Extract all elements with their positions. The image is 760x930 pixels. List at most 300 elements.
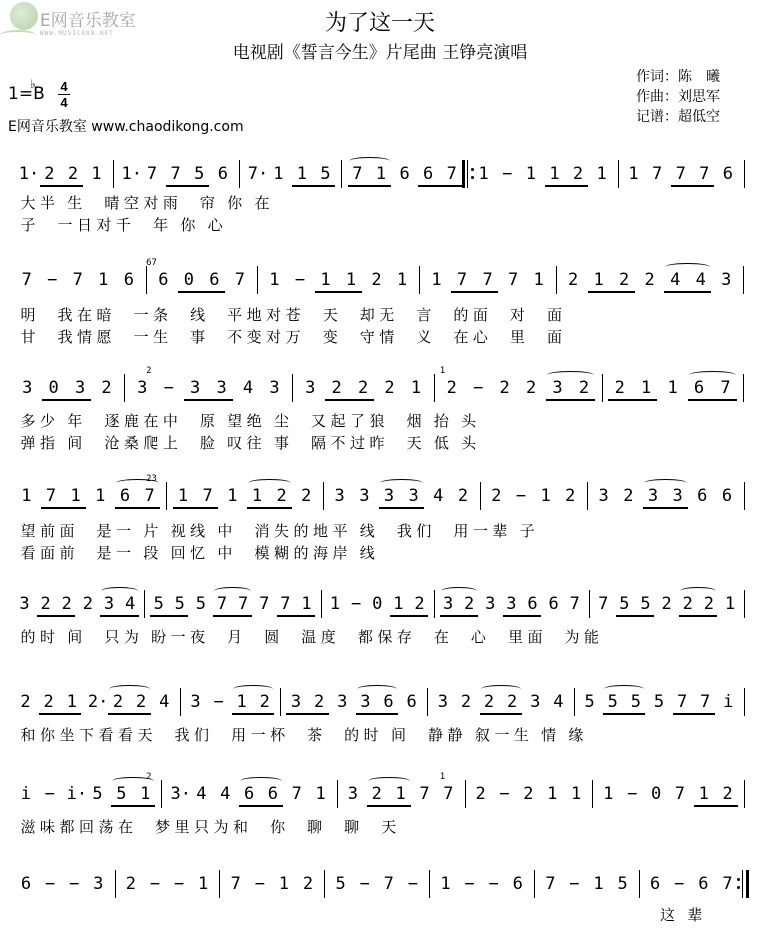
note: 4 — [242, 378, 254, 398]
note: 3 — [506, 594, 517, 614]
note: 1 — [393, 594, 404, 614]
lyric-syllable: 用 — [453, 522, 469, 540]
note: 7 — [675, 164, 686, 184]
lyric-syllable: 岸 — [332, 544, 348, 562]
note: 5 — [153, 594, 164, 614]
lyric-syllable: 线 — [190, 522, 206, 540]
note: − — [213, 692, 224, 712]
barline — [744, 688, 745, 716]
note: 3 — [721, 270, 732, 290]
lyric-syllable: 线 — [359, 522, 375, 540]
lyric-syllable: 帘 — [199, 194, 215, 212]
lyric-syllable: 情 — [379, 328, 395, 346]
repeat-thick-bar — [462, 160, 465, 188]
barline — [429, 870, 430, 898]
barline — [743, 374, 744, 402]
note: 2 — [446, 378, 457, 398]
note: 1 — [251, 486, 263, 506]
lyric-syllable: 我 — [174, 726, 190, 744]
note: 6 — [20, 874, 32, 894]
beam-underline — [42, 399, 91, 401]
note: 7 — [146, 164, 158, 184]
lyric-syllable: 鹿 — [123, 412, 139, 430]
grace-note: 67 — [146, 258, 157, 268]
note: 7 — [674, 784, 686, 804]
note: 2 — [475, 784, 486, 804]
note: 2 — [40, 594, 51, 614]
note: 3 — [93, 874, 104, 894]
beam-underline — [545, 185, 588, 187]
note: 2 — [572, 164, 584, 184]
lyric-syllable: 在 — [143, 412, 159, 430]
slur — [441, 587, 477, 595]
note: 1 — [140, 784, 151, 804]
lyric-syllable: 对 — [96, 216, 112, 234]
lyric-syllable: 在 — [117, 818, 133, 836]
lyric-syllable: 不 — [330, 434, 346, 452]
beam-underline — [41, 507, 86, 509]
note: 6 — [512, 874, 523, 894]
grace-note: 1 — [439, 772, 446, 782]
note: − — [173, 874, 185, 894]
note: 2 — [623, 486, 634, 506]
barline — [323, 482, 324, 510]
lyric-syllable: 望 — [227, 412, 243, 430]
note: 1 — [95, 486, 106, 506]
time-signature-denominator: 4 — [60, 95, 68, 110]
note: 5 — [195, 594, 207, 614]
grace-note: 1 — [439, 366, 446, 376]
note: 2 — [525, 378, 537, 398]
barline — [113, 160, 114, 188]
lyric-syllable: 中 — [217, 544, 233, 562]
beam-underline — [673, 713, 715, 715]
lyric-syllable: 你 — [227, 194, 243, 212]
note: 6 — [527, 594, 538, 614]
lyric-syllable: 在 — [453, 328, 469, 346]
barline — [592, 780, 593, 808]
note: 3 — [647, 486, 659, 506]
lyric-syllable: 地 — [312, 522, 328, 540]
note: 0 — [372, 594, 383, 614]
note: 6 — [722, 164, 733, 184]
lyric-line — [0, 520, 760, 540]
lyric-syllable: 了 — [350, 412, 366, 430]
barline — [419, 266, 420, 294]
lyric-syllable: 晴 — [104, 194, 120, 212]
barline — [434, 374, 435, 402]
slur — [214, 587, 250, 595]
note: 1 — [269, 270, 280, 290]
lyric-syllable: 生 — [67, 194, 83, 212]
note: 2 — [507, 692, 518, 712]
note: 7 — [216, 594, 228, 614]
note: 3 — [360, 692, 371, 712]
beam-underline — [111, 805, 155, 807]
slur — [233, 685, 273, 693]
note: − — [515, 486, 527, 506]
lyric-syllable: 空 — [123, 194, 139, 212]
note: 6 — [548, 594, 559, 614]
lyric-syllable: 荡 — [98, 818, 114, 836]
note: 5 — [653, 692, 665, 712]
note: 1 — [698, 784, 709, 804]
note: 1 — [315, 784, 326, 804]
lyric-syllable: 少 — [39, 412, 55, 430]
lyric-syllable: 我 — [396, 522, 412, 540]
note: − — [254, 874, 265, 894]
note: 5 — [619, 594, 630, 614]
lyric-syllable: 头 — [461, 412, 477, 430]
slur — [547, 371, 594, 379]
lyric-syllable: 一 — [494, 726, 510, 744]
lyric-syllable: 地 — [246, 306, 262, 324]
note: 2 — [568, 270, 579, 290]
note: − — [674, 874, 685, 894]
lyric-syllable: 你 — [39, 726, 55, 744]
note: 5 — [92, 784, 103, 804]
lyric-syllable: 都 — [357, 628, 373, 646]
lyric-syllable: 日 — [77, 216, 93, 234]
lyric-line — [0, 724, 760, 744]
note: − — [149, 874, 161, 894]
lyric-syllable: 海 — [312, 544, 328, 562]
beam-underline — [546, 399, 595, 401]
note: 2 — [499, 378, 510, 398]
lyric-syllable: 狼 — [369, 412, 385, 430]
note: 1 — [177, 486, 189, 506]
slur — [357, 685, 397, 693]
lyric-syllable: 在 — [254, 194, 270, 212]
song-subtitle: 电视剧《誓言今生》片尾曲 王铮亮演唱 — [232, 43, 528, 63]
note: 1 — [301, 594, 312, 614]
note: 1 — [320, 270, 331, 290]
lyric-syllable: 一 — [116, 522, 132, 540]
note: 2 — [661, 594, 672, 614]
lyric-syllable: 这 — [659, 906, 675, 924]
lyric-syllable: 对 — [509, 306, 525, 324]
barline — [744, 482, 745, 510]
beam-underline — [679, 615, 717, 617]
beam-underline — [184, 399, 233, 401]
note: 7 — [230, 874, 241, 894]
beam-underline — [37, 615, 75, 617]
lyric-syllable: 不 — [227, 328, 243, 346]
lyric-line — [0, 904, 760, 924]
note: 1 — [345, 270, 357, 290]
note: − — [47, 270, 58, 290]
note: 1 — [440, 874, 451, 894]
note: i· — [66, 784, 88, 804]
note: 7 — [45, 486, 57, 506]
lyric-syllable: 存 — [396, 628, 412, 646]
note: 2 — [565, 486, 576, 506]
lyric-syllable: 回 — [78, 818, 94, 836]
note: 7 — [259, 594, 270, 614]
lyric-syllable: 生 — [153, 328, 169, 346]
beam-underline — [440, 615, 478, 617]
note: − — [163, 378, 174, 398]
barline — [743, 266, 744, 294]
lyric-line — [0, 816, 760, 836]
note: 4 — [124, 594, 136, 614]
note: 4 — [220, 784, 231, 804]
lyric-line — [0, 410, 760, 430]
slur — [368, 777, 410, 785]
beam-underline — [178, 291, 225, 293]
lyric-syllable: 消 — [254, 522, 270, 540]
lyric-syllable: 线 — [359, 544, 375, 562]
note: 3· — [170, 784, 191, 804]
note: 6 — [650, 874, 661, 894]
note: 7 — [21, 270, 32, 290]
lyric-syllable: 一 — [133, 328, 149, 346]
slur — [380, 479, 423, 487]
note: 2 — [112, 692, 124, 712]
lyric-line — [0, 432, 760, 452]
barline — [639, 870, 640, 898]
note: 7 — [456, 270, 468, 290]
note: 6 — [721, 486, 733, 506]
note: 1 — [540, 486, 551, 506]
note: i — [20, 784, 32, 804]
note: 7 — [280, 594, 291, 614]
barline — [280, 688, 281, 716]
lyric-syllable: 月 — [227, 628, 243, 646]
lyric-syllable: 生 — [513, 726, 529, 744]
note: − — [502, 164, 513, 184]
lyric-syllable: 保 — [377, 628, 393, 646]
lyric-syllable: 温 — [301, 628, 317, 646]
note: 2 — [314, 692, 325, 712]
slur — [604, 685, 644, 693]
lyric-syllable: 静 — [447, 726, 463, 744]
note: 2 — [614, 378, 625, 398]
barline — [161, 780, 162, 808]
lyric-syllable: 天 — [137, 726, 153, 744]
credit-composer: 作曲：刘思军 — [636, 89, 720, 105]
note: − — [464, 874, 475, 894]
beam-underline — [40, 185, 83, 187]
beam-underline — [664, 291, 711, 293]
note: 3 — [359, 486, 370, 506]
note: 2 — [276, 486, 287, 506]
note: 7 — [651, 164, 663, 184]
lyric-syllable: 时 — [39, 628, 55, 646]
grace-note: 23 — [146, 474, 157, 484]
note: 2 — [302, 874, 314, 894]
note-line — [0, 870, 760, 902]
lyric-syllable: 一 — [250, 726, 266, 744]
lyric-syllable: 面 — [39, 544, 55, 562]
note: 1 — [278, 874, 290, 894]
flat-icon: ♭ — [30, 77, 36, 91]
barline — [587, 482, 588, 510]
beam-underline — [292, 185, 335, 187]
note-line — [0, 160, 760, 192]
lyric-syllable: 的 — [453, 306, 469, 324]
barline — [744, 780, 745, 808]
note: − — [45, 874, 56, 894]
lyric-syllable: 愿 — [96, 328, 112, 346]
lyric-syllable: 的 — [20, 628, 36, 646]
lyric-line — [0, 304, 760, 324]
note: 1· — [18, 164, 40, 184]
note: 2 — [61, 594, 72, 614]
barline — [144, 590, 145, 618]
beam-underline — [100, 615, 138, 617]
lyric-syllable: 平 — [332, 522, 348, 540]
beam-underline — [688, 399, 737, 401]
note: 3 — [347, 784, 359, 804]
lyric-syllable: 却 — [359, 306, 375, 324]
lyric-syllable: 看 — [20, 544, 36, 562]
lyric-syllable: 子 — [20, 216, 36, 234]
note: 4 — [159, 692, 170, 712]
barline — [124, 374, 125, 402]
beam-underline — [150, 615, 188, 617]
note: 2 — [125, 874, 137, 894]
barline — [292, 374, 293, 402]
lyric-syllable: 们 — [416, 522, 432, 540]
note: 1 — [375, 164, 387, 184]
beam-underline — [390, 615, 428, 617]
note: 3 — [190, 692, 201, 712]
lyric-syllable: 聊 — [344, 818, 360, 836]
note: 0 — [650, 784, 662, 804]
note: 1 — [236, 692, 247, 712]
note: 2 — [682, 594, 693, 614]
lyric-syllable: 守 — [359, 328, 375, 346]
barline — [257, 266, 258, 294]
note: 4 — [433, 486, 444, 506]
repeat-thick-bar — [746, 870, 749, 898]
lyric-syllable: 桑 — [123, 434, 139, 452]
note: 3 — [530, 692, 541, 712]
lyric-syllable: 千 — [116, 216, 132, 234]
lyric-syllable: 面 — [59, 522, 75, 540]
lyric-syllable: 聊 — [307, 818, 323, 836]
note: 3 — [383, 486, 395, 506]
lyric-syllable: 言 — [416, 306, 432, 324]
lyric-syllable: 又 — [311, 412, 327, 430]
note: 6 — [267, 784, 279, 804]
lyric-syllable: 杯 — [270, 726, 286, 744]
lyric-syllable: 中 — [217, 522, 233, 540]
beam-underline — [247, 507, 292, 509]
note-line — [0, 474, 760, 514]
note: 2 — [135, 692, 147, 712]
barline — [534, 870, 535, 898]
lyric-syllable: 雨 — [162, 194, 178, 212]
lyric-syllable: 模 — [254, 544, 270, 562]
lyric-syllable: 对 — [266, 306, 282, 324]
lyric-syllable: 一 — [57, 216, 73, 234]
note: 3 — [408, 486, 419, 506]
note: 7 — [507, 270, 519, 290]
song-title: 为了这一天 — [324, 11, 435, 36]
note: 3 — [74, 378, 86, 398]
note: − — [569, 874, 580, 894]
note: 6 — [693, 378, 705, 398]
lyric-syllable: 片 — [143, 522, 159, 540]
note: 3 — [137, 378, 148, 398]
note: 2 — [491, 486, 502, 506]
note: 3 — [190, 378, 201, 398]
slur — [240, 777, 282, 785]
note: 2 — [82, 594, 94, 614]
lyric-syllable: 脸 — [199, 434, 215, 452]
note: 6 — [158, 270, 169, 290]
key-signature — [8, 84, 45, 104]
lyric-syllable: 糊 — [273, 544, 289, 562]
note: 1 — [273, 164, 284, 184]
lyric-syllable: 间 — [67, 434, 83, 452]
lyric-syllable: 回 — [170, 544, 186, 562]
note: 3 — [334, 486, 345, 506]
note: 3 — [672, 486, 683, 506]
note: 2 — [703, 594, 714, 614]
note: 5 — [617, 874, 628, 894]
lyric-syllable: 万 — [285, 328, 301, 346]
lyric-syllable: 面 — [546, 306, 562, 324]
slur — [665, 263, 710, 271]
lyric-line — [0, 542, 760, 562]
lyric-syllable: 是 — [96, 522, 112, 540]
note: 6 — [119, 486, 131, 506]
note-line — [0, 258, 760, 298]
lyric-syllable: 心 — [207, 216, 223, 234]
lyric-syllable: 面 — [527, 628, 543, 646]
note: 1 — [547, 784, 558, 804]
lyric-syllable: 原 — [199, 412, 215, 430]
lyric-syllable: 为 — [213, 818, 229, 836]
note: 5 — [194, 164, 205, 184]
lyric-syllable: 多 — [20, 412, 36, 430]
note: 5 — [116, 784, 127, 804]
note: 1 — [596, 164, 607, 184]
note: 1 — [533, 270, 544, 290]
lyric-syllable: 沧 — [104, 434, 120, 452]
beam-underline — [166, 185, 209, 187]
lyric-syllable: 能 — [584, 628, 600, 646]
lyric-syllable: 间 — [390, 726, 406, 744]
lyric-syllable: 望 — [20, 522, 36, 540]
note: 6 — [698, 874, 709, 894]
note: 0 — [48, 378, 59, 398]
lyric-syllable: 面 — [546, 328, 562, 346]
lyric-syllable: 上 — [162, 434, 178, 452]
note: 2 — [384, 378, 395, 398]
note: 3 — [103, 594, 115, 614]
lyric-syllable: 的 — [293, 544, 309, 562]
slur — [248, 479, 291, 487]
beam-underline — [277, 615, 315, 617]
lyric-syllable: 变 — [246, 328, 262, 346]
lyric-syllable: 滋 — [20, 818, 36, 836]
lyric-syllable: 子 — [519, 522, 535, 540]
barline — [166, 482, 167, 510]
note: 7 — [700, 692, 711, 712]
lyric-syllable: 头 — [461, 434, 477, 452]
barline — [180, 688, 181, 716]
note: 7 — [676, 692, 688, 712]
lyric-syllable: 静 — [428, 726, 444, 744]
note: 4 — [553, 692, 564, 712]
note: 1 — [603, 784, 614, 804]
beam-underline — [451, 291, 498, 293]
lyric-syllable: 低 — [433, 434, 449, 452]
